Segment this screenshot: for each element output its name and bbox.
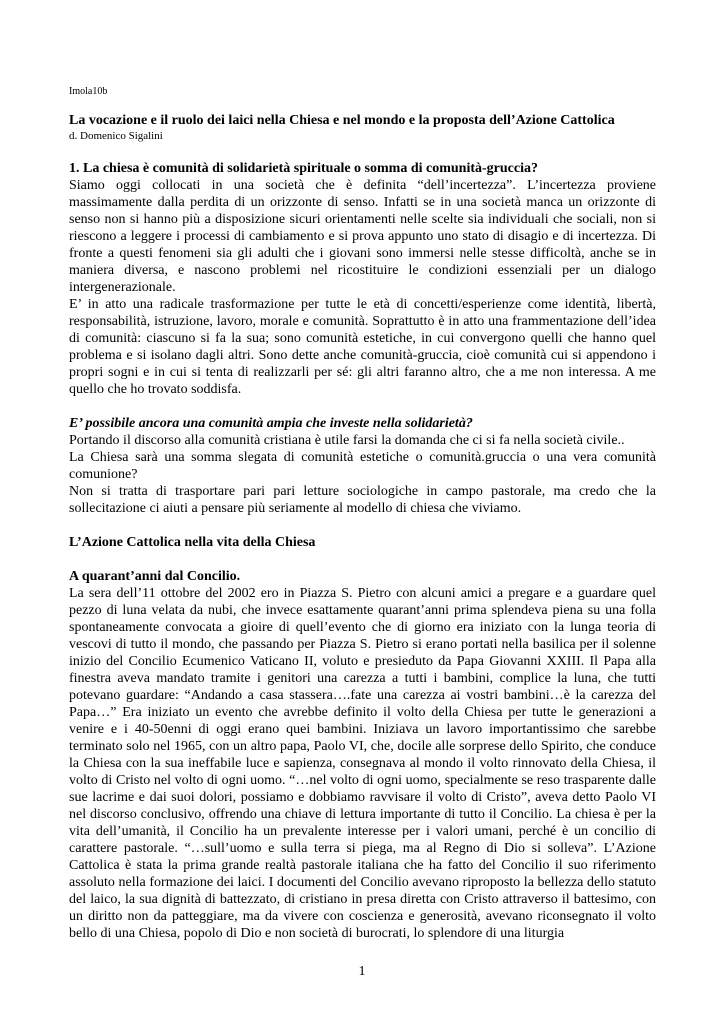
section2-paragraph-1: Portando il discorso alla comunità cristiana è utile farsi la domanda che ci si fa nella società civile..	[69, 433, 625, 448]
page-number: 1	[358, 964, 366, 979]
document-author: d. Domenico Sigalini	[69, 130, 163, 142]
section3-heading: L’Azione Cattolica nella vita della Chiesa	[69, 535, 316, 550]
section4-paragraph-1: La sera dell’11 ottobre del 2002 ero in Piazza S. Pietro con alcuni amici a pregare e a guardare quel pezzo di luna velata da nubi, che invece esattamente quarant’anni prima splendeva piena su una folla spontaneamente convocata a gioire di quell’evento che di giorno era iniziato con la lunga teoria di vescovi di tutto il mondo, che passando per Piazza S. Pietro si erano portati nella basilica per il solenne inizio del Concilio Ecumenico Vaticano II, voluto e presieduto da Papa Giovanni XXIII. Il Papa alla finestra aveva mandato tramite i genitori una carezza a tutti i bambini, complice la luna, che tutti potevano guardare: “Andando a casa stassera….fate una carezza ai vostri bambini…è la carezza del Papa…” Era iniziato un evento che avrebbe definito il volto della Chiesa per tutte le generazioni a venire e i 40-50enni di oggi erano quei bambini. Iniziava un lavoro importantissimo che sarebbe terminato solo nel 1965, con un altro papa, Paolo VI, che, docile alle sorprese dello Spirito, che conduce la Chiesa con la sua ineffabile luce e sapienza, consegnava al mondo il volto rinnovato della Chiesa, il volto di Cristo nel volto di ogni uomo. “…nel volto di ogni uomo, specialmente se reso trasparente dalle sue lacrime e dai suoi dolori, possiamo e dobbiamo ravvisare il volto di Cristo”, aveva detto Paolo VI nel discorso conclusivo, offrendo una chiave di lettura importante di tutto il Concilio. La chiesa è per la vita dell’umanità, il Concilio ha un prevalente interesse per i valori umani, perché è un concilio di carattere pastorale. “…sull’uomo e sulla terra si piega, ma al Regno di Dio si solleva”. L’Azione Cattolica è stata la prima grande realtà pastorale italiana che ha fatto del Concilio il suo riferimento assoluto nella formazione dei laici. I documenti del Concilio avevano riproposto la bellezza dello statuto del laico, la sua dignità di battezzato, di cristiano in presa diretta con Cristo attraverso il battesimo, con un diritto non da patteggiare, ma da vivere con coscienza e generosità, avevano riconsegnato il volto bello di una Chiesa, popolo di Dio e non società di burocrati, lo splendore di una liturgia	[69, 586, 656, 941]
spacer	[69, 551, 656, 568]
section2-heading: E’ possibile ancora una comunità ampia che investe nella solidarietà?	[69, 416, 473, 431]
spacer	[69, 517, 656, 534]
section1-heading: 1. La chiesa è comunità di solidarietà spirituale o somma di comunità-gruccia?	[69, 161, 538, 176]
section1-paragraph-2: E’ in atto una radicale trasformazione per tutte le età di concetti/esperienze come identità, libertà, responsabilità, istruzione, lavoro, morale e comunità. Soprattutto è in atto una frammentazione dell’idea di comunità: ciascuno si fa la sua; sono comunità estetiche, in cui convergono quelli che hanno quel problema e si isolano dagli altri. Sono dette anche comunità-gruccia, cioè comunità cui si appendono i propri sogni e in cui si tenta di realizzarli per sé: gli altri faranno altro, che a me non interessa. A me quello che ho trovato soddisfa.	[69, 297, 656, 397]
section4-heading: A quarant’anni dal Concilio.	[69, 569, 241, 584]
section2-paragraph-3: Non si tratta di trasportare pari pari letture sociologiche in campo pastorale, ma credo che la sollecitazione ci aiuti a pensare più seriamente al modello di chiesa che viviamo.	[69, 484, 656, 516]
document-label: Imola10b	[69, 86, 108, 97]
section1-paragraph-1: Siamo oggi collocati in una società che è definita “dell’incertezza”. L’incertezza proviene massimamente dalla perdita di un orizzonte di senso. Infatti se in una società manca un orizzonte di senso non si hanno più a disposizione sicuri orientamenti nelle scelte sia individuali che sociali, non si riescono a leggere i processi di cambiamento e si prova appunto uno stato di disagio e di incertezza. Di fronte a questi fenomeni sia gli adulti che i giovani sono immersi nelle stesse difficoltà, anche se in maniera diversa, e nascono problemi nel ricostituire le condizioni essenziali per un dialogo intergenerazionale.	[69, 178, 656, 295]
section2-paragraph-2: La Chiesa sarà una somma slegata di comunità estetiche o comunità.gruccia o una vera comunità comunione?	[69, 450, 656, 482]
spacer	[69, 398, 656, 415]
document-body	[69, 160, 656, 942]
document-title: La vocazione e il ruolo dei laici nella Chiesa e nel mondo e la proposta dell’Azione Cattolica	[69, 113, 615, 128]
